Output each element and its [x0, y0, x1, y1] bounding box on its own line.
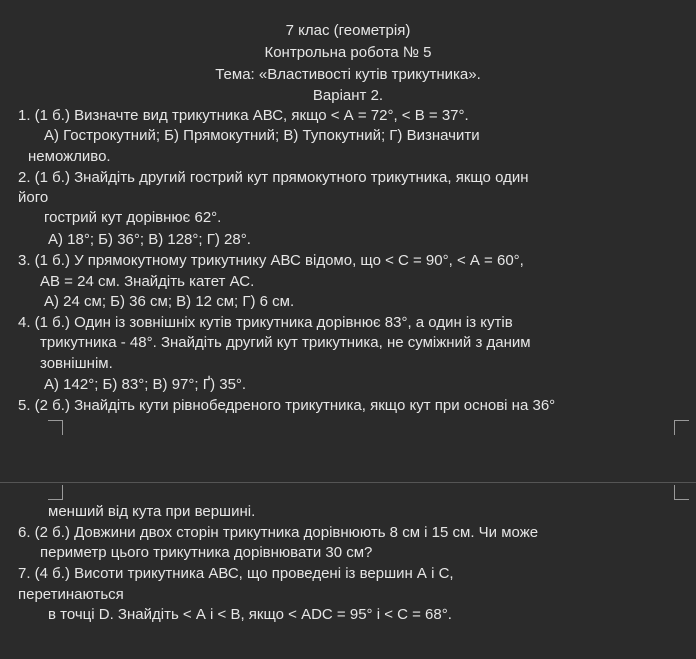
task-4-question: 4. (1 б.) Один із зовнішніх кутів трикутника дорівнює 83°, а один із кутів [18, 314, 513, 331]
task-1-answers: А) Гострокутний; Б) Прямокутний; В) Тупокутний; Г) Визначити [44, 127, 480, 144]
task-1-answers-cont: неможливо. [28, 148, 111, 165]
task-6-question-cont: периметр цього трикутника дорівнювати 30 см? [40, 544, 373, 561]
task-3-question-cont: АВ = 24 см. Знайдіть катет АС. [40, 273, 255, 290]
page-corner-bottom-left [48, 485, 63, 500]
task-7-question-cont2: в точці D. Знайдіть < А і < В, якщо < АDС = 95° і < С = 68°. [48, 606, 452, 623]
task-5-question-cont: менший від кута при вершині. [48, 503, 256, 520]
task-1-question: 1. (1 б.) Визначте вид трикутника АВС, якщо < А = 72°, < В = 37°. [18, 107, 469, 124]
header-topic: Тема: «Властивості кутів трикутника». [215, 66, 481, 83]
task-3-answers: А) 24 см; Б) 36 см; В) 12 см; Г) 6 см. [44, 293, 295, 310]
page-break-divider [0, 482, 696, 483]
task-7-question-cont: перетинаються [18, 586, 124, 603]
header-class: 7 клас (геометрія) [285, 22, 411, 39]
task-5-question: 5. (2 б.) Знайдіть кути рівнобедреного трикутника, якщо кут при основі на 36° [18, 397, 556, 414]
header-variant: Варіант 2. [312, 87, 384, 104]
task-4-question-cont2: зовнішнім. [40, 355, 113, 372]
page-corner-top-right [674, 420, 689, 435]
task-7-question: 7. (4 б.) Висоти трикутника АВС, що проведені із вершин А і С, [18, 565, 454, 582]
task-2-question-cont2: гострий кут дорівнює 62°. [44, 209, 222, 226]
task-3-question: 3. (1 б.) У прямокутному трикутнику АВС відомо, що < С = 90°, < А = 60°, [18, 252, 524, 269]
task-2-question-cont: його [18, 189, 49, 206]
page-corner-top-left [48, 420, 63, 435]
task-2-answers: А) 18°; Б) 36°; В) 128°; Г) 28°. [48, 231, 251, 248]
task-2-question: 2. (1 б.) Знайдіть другий гострий кут прямокутного трикутника, якщо один [18, 169, 529, 186]
task-4-question-cont: трикутника - 48°. Знайдіть другий кут трикутника, не суміжний з даним [40, 334, 531, 351]
header-work: Контрольна робота № 5 [264, 44, 432, 61]
page-corner-bottom-right [674, 485, 689, 500]
task-4-answers: А) 142°; Б) 83°; В) 97°; Ґ) 35°. [44, 376, 247, 393]
task-6-question: 6. (2 б.) Довжини двох сторін трикутника дорівнюють 8 см і 15 см. Чи може [18, 524, 539, 541]
